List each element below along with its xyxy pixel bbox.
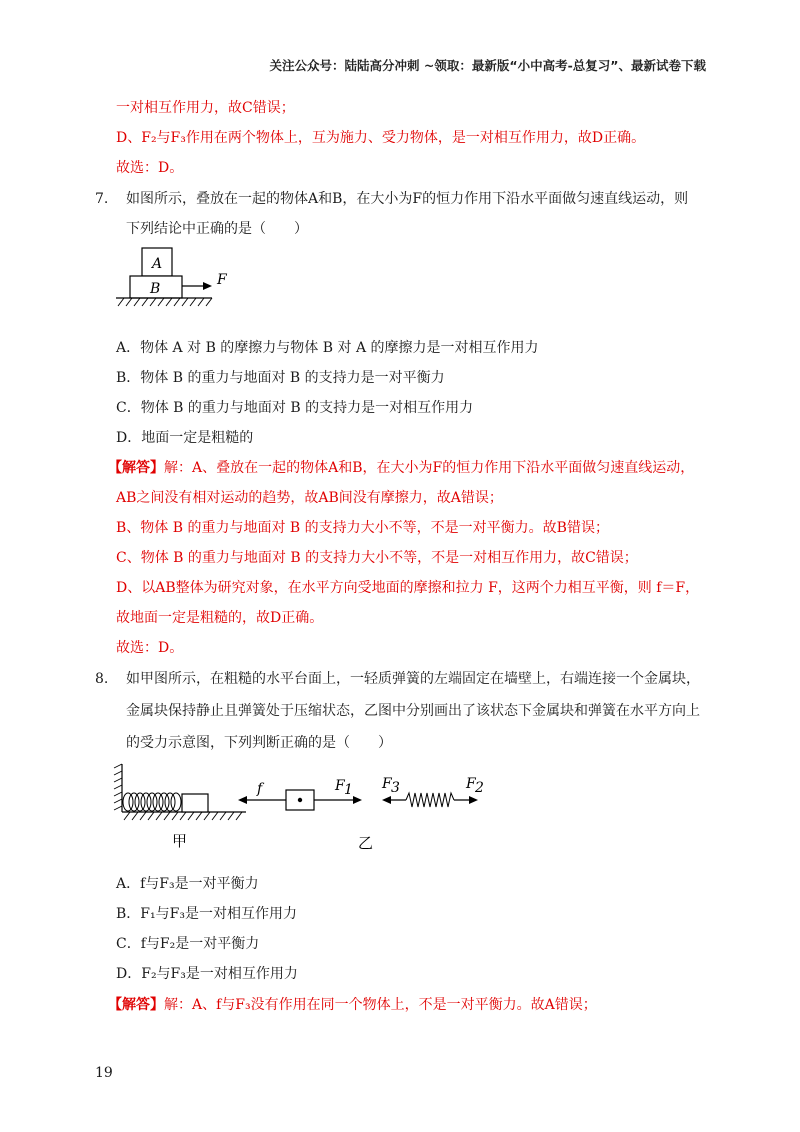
prev-answer-line1: 一对相互作用力，故C错误；: [116, 100, 295, 116]
answer-tag: 【解答】: [108, 997, 164, 1013]
label-F2: F: [466, 776, 476, 792]
q8-stem-line2: 金属块保持静止且弹簧处于压缩状态，乙图中分别画出了该状态下金属块和弹簧在水平方向上: [126, 703, 700, 719]
prev-answer-choice: 故选：D。: [116, 160, 184, 176]
label-f: f: [257, 781, 263, 797]
q7-figure: [114, 248, 254, 320]
label-F2-sub: 2: [475, 780, 484, 796]
label-F3-sub: 3: [391, 780, 400, 796]
label-F1: F: [335, 778, 345, 794]
label-yi: 乙: [358, 834, 374, 852]
page-header: 关注公众号：陆陆高分冲刺 ~领取：最新版“小中高考-总复习”、最新试卷下载: [269, 58, 706, 73]
answer-text: 解：A、叠放在一起的物体A和B，在大小为F的恒力作用下沿水平面做匀速直线运动，: [164, 460, 695, 476]
spring-zigzag: [406, 793, 454, 807]
q8-stem-line3: 的受力示意图，下列判断正确的是（ ）: [126, 735, 392, 751]
q7-option-c: C．物体 B 的重力与地面对 B 的支持力是一对相互作用力: [116, 400, 474, 416]
q7-option-a: A．物体 A 对 B 的摩擦力与物体 B 对 A 的摩擦力是一对相互作用力: [116, 340, 539, 356]
force-f1-arrowhead: [353, 796, 362, 804]
label-F3: F: [382, 776, 392, 792]
q8-option-b: B．F₁与F₃是一对相互作用力: [116, 906, 297, 922]
q8-answer-line1: [108, 995, 597, 1015]
force-f2-arrowhead: [469, 796, 478, 804]
q7-answer-choice: 故选：D。: [116, 640, 184, 656]
q8-option-d: D．F₂与F₃是一对相互作用力: [116, 966, 298, 982]
label-a: A: [152, 256, 163, 272]
metal-block: [182, 794, 208, 812]
q7-number: 7.: [95, 191, 109, 207]
table-hatch: [124, 812, 242, 820]
label-jia: 甲: [172, 832, 188, 850]
q8-figure: [110, 760, 510, 855]
q7-answer-line1: [108, 458, 694, 478]
block-center: [298, 798, 302, 802]
compressed-spring: [123, 793, 181, 811]
q8-option-a: A．f与F₃是一对平衡力: [116, 876, 259, 892]
q8-option-c: C．f与F₂是一对平衡力: [116, 936, 260, 952]
force-f-arrowhead: [238, 796, 247, 804]
q7-option-b: B．物体 B 的重力与地面对 B 的支持力是一对平衡力: [116, 370, 445, 386]
force-f3-arrowhead: [382, 796, 391, 804]
prev-answer-line2: D、F₂与F₃作用在两个物体上，互为施力、受力物体，是一对相互作用力，故D正确。: [116, 130, 646, 146]
q8-number: 8.: [95, 671, 109, 687]
q8-stem-line1: 如甲图所示，在粗糙的水平台面上，一轻质弹簧的左端固定在墙壁上，右端连接一个金属块，: [126, 671, 700, 687]
label-F1-sub: 1: [344, 782, 353, 798]
wall-hatch: [114, 764, 122, 810]
q7-answer-line5: D、以AB整体为研究对象，在水平方向受地面的摩擦和拉力 F，这两个力相互平衡，则 f＝F，: [116, 580, 700, 596]
q7-answer-line4: C、物体 B 的重力与地面对 B 的支持力大小不等，不是一对相互作用力，故C错误；: [116, 550, 638, 566]
q7-answer-line3: B、物体 B 的重力与地面对 B 的支持力大小不等，不是一对平衡力。故B错误；: [116, 520, 609, 536]
q7-stem-line2: 下列结论中正确的是（ ）: [126, 221, 308, 237]
q7-answer-line6: 故地面一定是粗糙的，故D正确。: [116, 610, 324, 626]
label-b: B: [150, 281, 161, 297]
answer-text: 解：A、f与F₃没有作用在同一个物体上，不是一对平衡力。故A错误；: [164, 997, 597, 1013]
page-number: 19: [95, 1065, 113, 1081]
force-f-arrowhead: [203, 282, 212, 290]
ground-hatch: [118, 298, 212, 306]
q7-stem-line1: 如图所示，叠放在一起的物体A和B，在大小为F的恒力作用下沿水平面做匀速直线运动，则: [126, 191, 689, 207]
q7-option-d: D．地面一定是粗糙的: [116, 430, 254, 446]
label-force-f: F: [217, 272, 227, 288]
answer-tag: 【解答】: [108, 460, 164, 476]
q7-answer-line2: AB之间没有相对运动的趋势，故AB间没有摩擦力，故A错误；: [116, 490, 503, 506]
